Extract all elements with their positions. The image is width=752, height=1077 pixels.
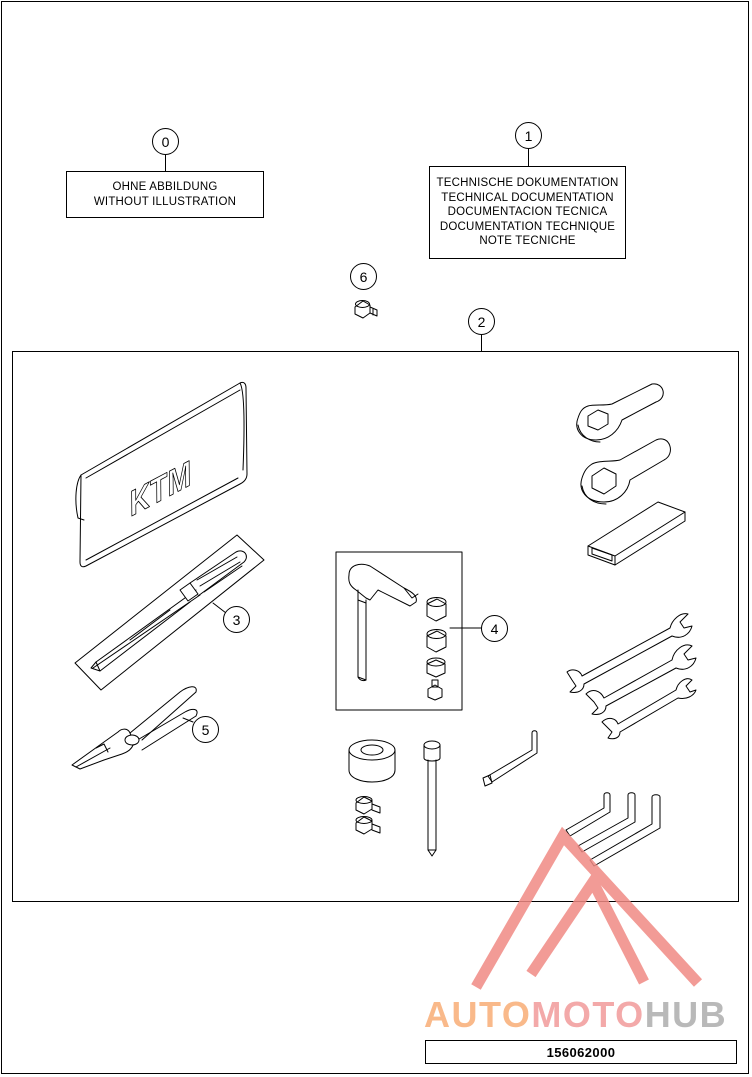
without-illustration-line-de: OHNE ABBILDUNG	[112, 180, 218, 193]
rectangular-tube[interactable]	[588, 502, 685, 565]
without-illustration-line-en: WITHOUT ILLUSTRATION	[93, 195, 237, 208]
ring-spanner-top[interactable]	[577, 384, 663, 442]
callout-5-number: 5	[201, 721, 210, 738]
watermark-text-hub: HUB	[644, 994, 728, 1035]
open-end-wrench-3[interactable]	[602, 679, 696, 739]
pliers[interactable]	[72, 687, 197, 769]
l-torx-key[interactable]	[483, 731, 537, 786]
ring-spanner-middle[interactable]	[581, 439, 670, 504]
callout-3[interactable]	[223, 606, 250, 633]
callout-0-number: 0	[161, 133, 170, 150]
open-end-wrench-2[interactable]	[586, 645, 696, 715]
document-number-box	[425, 1040, 737, 1064]
tech-doc-line-en: TECHNICAL DOCUMENTATION	[441, 191, 614, 204]
open-end-wrench-1[interactable]	[567, 614, 692, 693]
watermark-text-moto: MOTO	[531, 994, 645, 1035]
callout-2-number: 2	[477, 313, 486, 330]
t-handle-hex-key[interactable]	[349, 564, 418, 680]
watermark-triangle	[476, 836, 698, 987]
socket-and-bolts[interactable]	[349, 740, 395, 834]
hex-bit-sockets[interactable]	[427, 598, 446, 701]
callout-1-number: 1	[524, 127, 533, 144]
callout-4[interactable]	[481, 615, 508, 642]
socket-extension[interactable]	[424, 741, 440, 856]
callout-5[interactable]	[192, 716, 219, 743]
callout-4-number: 4	[490, 620, 499, 637]
tech-doc-line-fr: DOCUMENTATION TECHNIQUE	[439, 220, 616, 233]
callout-6-number: 6	[359, 268, 368, 285]
ktm-logo: KTM	[126, 453, 194, 524]
tech-doc-line-de: TECHNISCHE DOKUMENTATION	[436, 177, 619, 190]
bolt-part-6[interactable]	[355, 301, 377, 319]
watermark-text	[424, 994, 727, 1036]
watermark-text-auto: AUTO	[424, 994, 532, 1035]
tech-doc-line-es: DOCUMENTACION TECNICA	[447, 206, 608, 219]
document-number: 156062000	[546, 1044, 616, 1060]
callout-3-number: 3	[232, 611, 241, 628]
tech-doc-line-it: NOTE TECNICHE	[479, 235, 576, 248]
